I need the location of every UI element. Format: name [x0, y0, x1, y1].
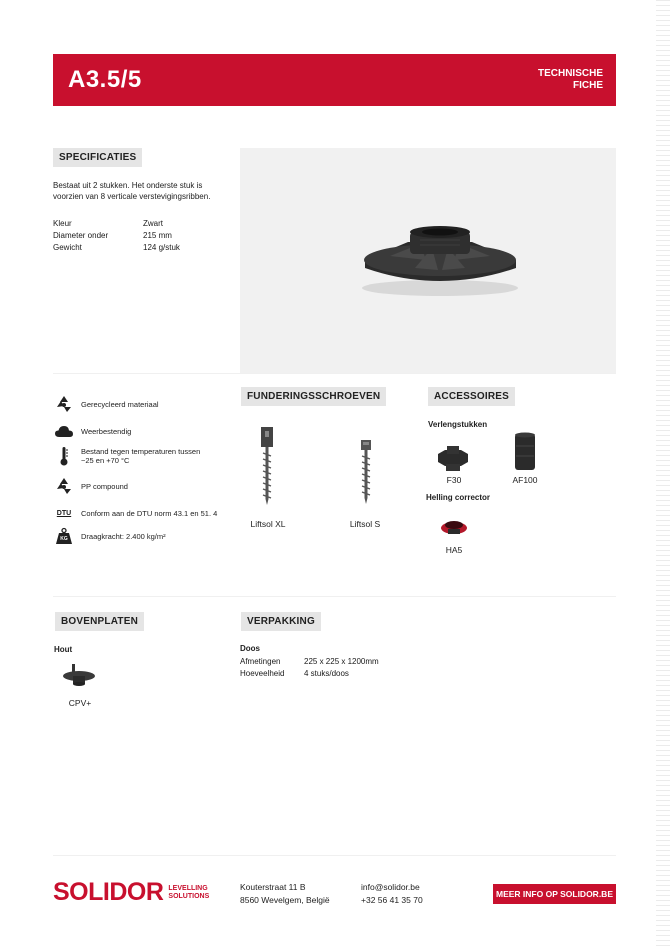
footer-contact — [361, 881, 423, 907]
liftsol-s-image — [359, 440, 373, 504]
accessories-group-extensions: Verlengstukken — [428, 420, 488, 429]
logo-tagline-line1: LEVELLING — [168, 884, 208, 892]
liftsol-s-label: Liftsol S — [349, 519, 381, 529]
page-title: A3.5/5 — [68, 66, 142, 93]
packaging-label: Hoeveelheid — [240, 669, 285, 678]
feature-weatherproof — [53, 422, 131, 440]
logo-wordmark: SOLIDOR — [53, 878, 164, 906]
weight-icon-text: KG — [60, 536, 68, 542]
af100-image — [513, 432, 537, 472]
feature-label: Gerecycleerd materiaal — [81, 399, 159, 409]
feature-label: Draagkracht: 2.400 kg/m² — [81, 531, 166, 541]
feature-label: Conform aan de DTU norm 43.1 en 51. 4 — [81, 508, 218, 518]
f30-label: F30 — [446, 475, 462, 485]
liftsol-xl-label: Liftsol XL — [250, 519, 286, 529]
ha5-label: HA5 — [445, 545, 463, 555]
table-row — [53, 242, 180, 254]
feature-recycled — [53, 395, 159, 413]
recycle-icon — [53, 395, 75, 413]
recycle-icon — [53, 477, 75, 495]
ha5-image — [440, 517, 468, 537]
page-edge-ruler — [656, 0, 670, 949]
weight-icon — [53, 527, 75, 545]
topplates-heading: BOVENPLATEN — [55, 612, 144, 631]
product-photo — [240, 148, 616, 373]
packaging-label: Afmetingen — [240, 657, 281, 666]
cpv-plus-image — [62, 664, 98, 688]
af100-label: AF100 — [512, 475, 538, 485]
feature-label: PP compound — [81, 481, 128, 491]
feature-dtu — [53, 504, 217, 522]
divider — [53, 855, 616, 856]
solidor-logo — [53, 878, 209, 907]
pedestal-base-image — [240, 148, 616, 373]
header-subtitle-line2: FICHE — [573, 80, 603, 91]
feature-label: Bestand tegen temperaturen tussen −25 en +70 °C — [81, 447, 201, 465]
packaging-value: 225 x 225 x 1200mm — [304, 657, 379, 666]
topplates-group-wood: Hout — [54, 645, 73, 654]
header-bar — [53, 54, 616, 106]
spec-value: 215 mm — [143, 231, 172, 240]
feature-load-capacity — [53, 527, 166, 545]
logo-tagline-line2: SOLUTIONS — [168, 892, 210, 900]
specs-description: Bestaat uit 2 stukken. Het onderste stuk is voorzien van 8 verticale verstevigingsribben. — [53, 181, 211, 201]
table-row — [240, 668, 379, 680]
contact-email[interactable]: info@solidor.be — [361, 882, 420, 892]
table-row — [53, 218, 180, 230]
f30-image — [437, 446, 469, 472]
cpv-plus-label: CPV+ — [68, 698, 92, 708]
contact-phone[interactable]: +32 56 41 35 70 — [361, 895, 423, 905]
packaging-value: 4 stuks/doos — [304, 669, 349, 678]
accessories-heading: ACCESSOIRES — [428, 387, 515, 406]
divider — [53, 373, 616, 374]
liftsol-xl-image — [259, 427, 275, 505]
table-row — [53, 230, 180, 242]
dtu-icon: DTU — [56, 509, 72, 517]
spec-value: 124 g/stuk — [143, 243, 180, 252]
address-street: Kouterstraat 11 B — [240, 882, 306, 892]
specs-table — [53, 218, 180, 254]
spec-label: Kleur — [53, 219, 72, 228]
spec-label: Diameter onder — [53, 231, 109, 240]
feature-pp-compound — [53, 477, 128, 495]
header-subtitle — [538, 68, 603, 92]
header-subtitle-line1: TECHNISCHE — [537, 68, 603, 79]
address-city: 8560 Wevelgem, België — [240, 895, 330, 905]
footer-address — [240, 881, 330, 907]
packaging-heading: VERPAKKING — [241, 612, 321, 631]
feature-temperature — [53, 447, 211, 465]
table-row — [240, 656, 379, 668]
packaging-group-box: Doos — [240, 644, 260, 653]
more-info-button[interactable]: MEER INFO OP SOLIDOR.BE — [493, 884, 616, 904]
divider — [53, 596, 616, 597]
specs-heading: SPECIFICATIES — [53, 148, 142, 167]
feature-label: Weerbestendig — [81, 426, 132, 436]
thermometer-icon — [53, 447, 75, 465]
accessories-group-slope: Helling corrector — [426, 493, 491, 502]
spec-label: Gewicht — [53, 243, 82, 252]
packaging-table — [240, 656, 379, 680]
logo-tagline — [168, 885, 209, 901]
screws-heading: FUNDERINGSSCHROEVEN — [241, 387, 386, 406]
spec-value: Zwart — [143, 219, 163, 228]
cloud-icon — [53, 422, 75, 440]
